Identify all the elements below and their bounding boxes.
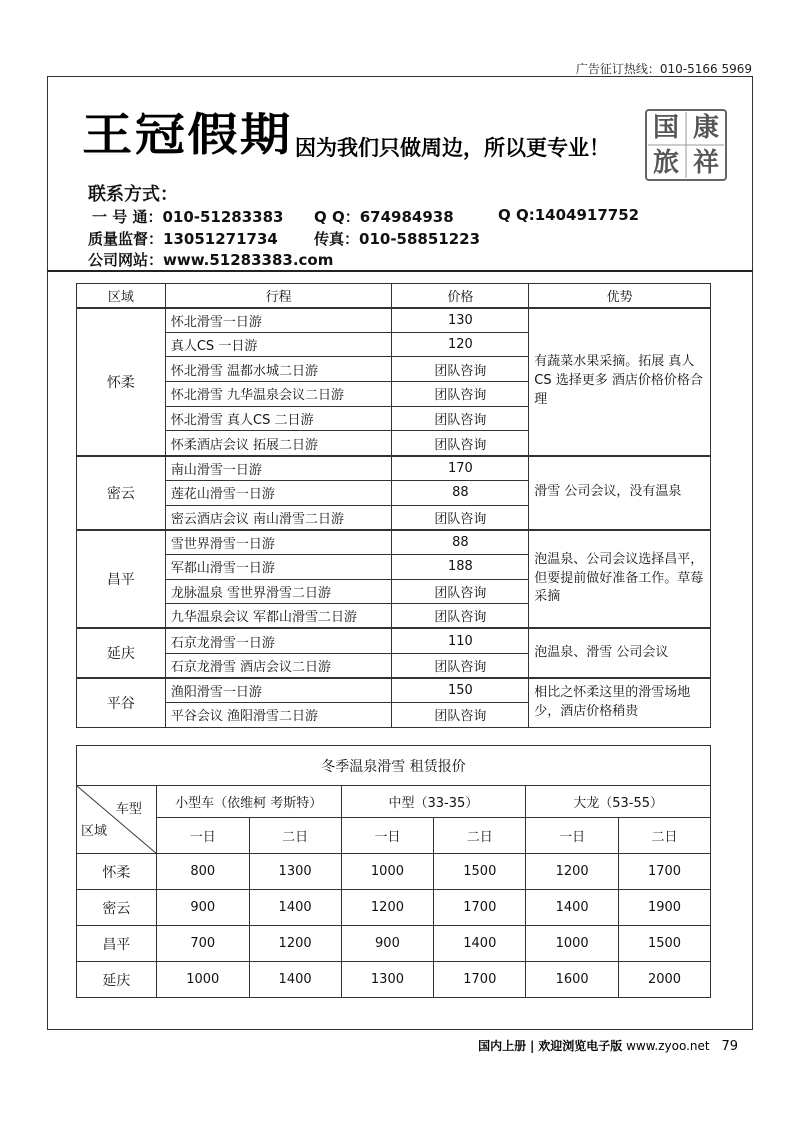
routes-table — [76, 283, 711, 728]
price-cell: 120 — [392, 332, 529, 357]
table-row — [77, 308, 711, 333]
rental-price-cell: 1000 — [156, 962, 249, 998]
header-region: 区域 — [77, 284, 166, 308]
region-cell: 怀柔 — [77, 308, 166, 456]
supervise-label: 质量监督： — [88, 230, 164, 248]
qq2-label: Q Q: — [498, 206, 535, 224]
car-type-header: 中型（33-35） — [341, 786, 526, 818]
seal-char: 旅 — [652, 148, 679, 178]
supervise-number: 13051271734 — [163, 230, 278, 248]
fax-row — [314, 228, 480, 249]
rental-price-cell: 1500 — [619, 926, 711, 962]
price-cell: 团队咨询 — [392, 431, 529, 456]
advantage-cell: 泡温泉、滑雪 公司会议 — [529, 628, 711, 677]
route-cell: 军都山滑雪一日游 — [165, 554, 392, 579]
day-header: 二日 — [619, 818, 711, 854]
seal-char: 国 — [652, 113, 679, 143]
region-cell: 平谷 — [77, 678, 166, 727]
price-cell: 团队咨询 — [392, 357, 529, 382]
day-header: 一日 — [341, 818, 434, 854]
footer-site-link[interactable]: www.zyoo.net — [626, 1039, 710, 1053]
price-cell: 130 — [392, 308, 529, 333]
rental-price-cell: 1600 — [526, 962, 619, 998]
price-cell: 团队咨询 — [392, 406, 529, 431]
region-cell: 延庆 — [77, 628, 166, 677]
table-row — [77, 678, 711, 703]
footer-separator: | — [530, 1039, 535, 1053]
price-cell: 150 — [392, 678, 529, 703]
rental-price-cell: 1400 — [434, 926, 526, 962]
footer-section: 国内上册 — [478, 1039, 527, 1053]
route-cell: 怀北滑雪 九华温泉会议二日游 — [165, 382, 392, 407]
day-header: 一日 — [526, 818, 619, 854]
route-cell: 平谷会议 渔阳滑雪二日游 — [165, 703, 392, 728]
rental-price-cell: 1400 — [249, 890, 341, 926]
route-cell: 真人CS 一日游 — [165, 332, 392, 357]
footer-welcome: 欢迎浏览电子版 — [538, 1039, 623, 1053]
brand-name: 王冠假期 — [82, 108, 293, 161]
route-cell: 密云酒店会议 南山滑雪二日游 — [165, 505, 392, 530]
seal-char: 康 — [692, 113, 719, 143]
rental-price-cell: 1500 — [434, 854, 526, 890]
price-cell: 团队咨询 — [392, 382, 529, 407]
phone-number: 010-51283383 — [162, 208, 284, 226]
rental-price-cell: 1900 — [619, 890, 711, 926]
region-cell: 昌平 — [77, 530, 166, 629]
price-cell: 170 — [392, 456, 529, 481]
fax-number: 010-58851223 — [359, 230, 481, 248]
qq1-row — [314, 206, 454, 227]
price-cell: 团队咨询 — [392, 604, 529, 629]
table-row — [77, 926, 711, 962]
car-type-header: 大龙（53-55） — [526, 786, 711, 818]
car-type-header: 小型车（依维柯 考斯特） — [156, 786, 341, 818]
qq1-number: 674984938 — [359, 208, 454, 226]
route-cell: 石京龙滑雪 酒店会议二日游 — [165, 653, 392, 678]
rental-price-cell: 1000 — [526, 926, 619, 962]
qq2-number: 1404917752 — [534, 206, 640, 224]
rental-price-cell: 1000 — [341, 854, 434, 890]
corner-region-label: 区域 — [81, 824, 108, 839]
route-cell: 雪世界滑雪一日游 — [165, 530, 392, 555]
rental-region-cell: 怀柔 — [77, 854, 157, 890]
header-divider — [47, 270, 753, 272]
page-number: 79 — [721, 1039, 738, 1054]
route-cell: 怀北滑雪 温都水城二日游 — [165, 357, 392, 382]
rental-price-cell: 900 — [156, 890, 249, 926]
rental-price-cell: 1200 — [341, 890, 434, 926]
day-header: 二日 — [434, 818, 526, 854]
rental-price-cell: 1400 — [526, 890, 619, 926]
price-cell: 110 — [392, 628, 529, 653]
advantage-cell: 相比之怀柔这里的滑雪场地少，酒店价格稍贵 — [529, 678, 711, 727]
phone-row — [92, 206, 284, 227]
corner-car-type-label: 车型 — [115, 802, 142, 817]
phone-label: 一 号 通： — [92, 208, 163, 226]
rental-region-cell: 密云 — [77, 890, 157, 926]
price-cell: 88 — [392, 530, 529, 555]
rental-price-cell: 1700 — [434, 962, 526, 998]
price-cell: 188 — [392, 554, 529, 579]
website-link[interactable]: www.51283383.com — [163, 251, 334, 269]
rental-price-cell: 700 — [156, 926, 249, 962]
rental-title: 冬季温泉滑雪 租赁报价 — [77, 746, 711, 786]
corner-header — [77, 786, 157, 854]
header-advantage: 优势 — [529, 284, 711, 308]
advantage-cell: 滑雪 公司会议，没有温泉 — [529, 456, 711, 530]
header-route: 行程 — [165, 284, 392, 308]
route-cell: 莲花山滑雪一日游 — [165, 480, 392, 505]
table-row — [77, 890, 711, 926]
day-header: 一日 — [156, 818, 249, 854]
rental-price-cell: 1200 — [526, 854, 619, 890]
day-header: 二日 — [249, 818, 341, 854]
header-price: 价格 — [392, 284, 529, 308]
route-cell: 南山滑雪一日游 — [165, 456, 392, 481]
ad-hotline: 广告征订热线：010-5166 5969 — [575, 62, 752, 76]
rental-price-table — [76, 745, 711, 998]
table-row — [77, 628, 711, 653]
route-cell: 怀北滑雪一日游 — [165, 308, 392, 333]
rental-price-cell: 1700 — [434, 890, 526, 926]
route-cell: 怀柔酒店会议 拓展二日游 — [165, 431, 392, 456]
rental-price-cell: 1700 — [619, 854, 711, 890]
rental-price-cell: 900 — [341, 926, 434, 962]
route-cell: 石京龙滑雪一日游 — [165, 628, 392, 653]
rental-region-cell: 昌平 — [77, 926, 157, 962]
website-label: 公司网站： — [88, 251, 164, 269]
price-cell: 团队咨询 — [392, 653, 529, 678]
table-row — [77, 962, 711, 998]
rental-price-cell: 1400 — [249, 962, 341, 998]
table-row — [77, 854, 711, 890]
advantage-cell: 泡温泉、公司会议选择昌平，但要提前做好准备工作。草莓采摘 — [529, 530, 711, 629]
advantage-cell: 有蔬菜水果采摘。拓展 真人CS 选择更多 酒店价格价格合理 — [529, 308, 711, 456]
price-cell: 88 — [392, 480, 529, 505]
qq2-row — [498, 206, 639, 224]
route-cell: 九华温泉会议 军都山滑雪二日游 — [165, 604, 392, 629]
contact-title: 联系方式： — [88, 184, 178, 205]
price-cell: 团队咨询 — [392, 703, 529, 728]
route-cell: 龙脉温泉 雪世界滑雪二日游 — [165, 579, 392, 604]
supervise-row — [88, 228, 278, 249]
price-cell: 团队咨询 — [392, 505, 529, 530]
rental-price-cell: 1300 — [249, 854, 341, 890]
rental-price-cell: 1300 — [341, 962, 434, 998]
brand-slogan: 因为我们只做周边，所以更专业！ — [295, 136, 610, 160]
page-footer — [478, 1037, 738, 1054]
rental-price-cell: 800 — [156, 854, 249, 890]
price-cell: 团队咨询 — [392, 579, 529, 604]
seal-logo — [644, 108, 728, 182]
fax-label: 传真： — [314, 230, 360, 248]
rental-price-cell: 2000 — [619, 962, 711, 998]
route-cell: 怀北滑雪 真人CS 二日游 — [165, 406, 392, 431]
website-row — [88, 249, 333, 270]
qq1-label: Q Q： — [314, 208, 360, 226]
table-row — [77, 456, 711, 481]
seal-char: 祥 — [692, 148, 719, 178]
route-cell: 渔阳滑雪一日游 — [165, 678, 392, 703]
region-cell: 密云 — [77, 456, 166, 530]
rental-price-cell: 1200 — [249, 926, 341, 962]
table-row — [77, 530, 711, 555]
rental-region-cell: 延庆 — [77, 962, 157, 998]
